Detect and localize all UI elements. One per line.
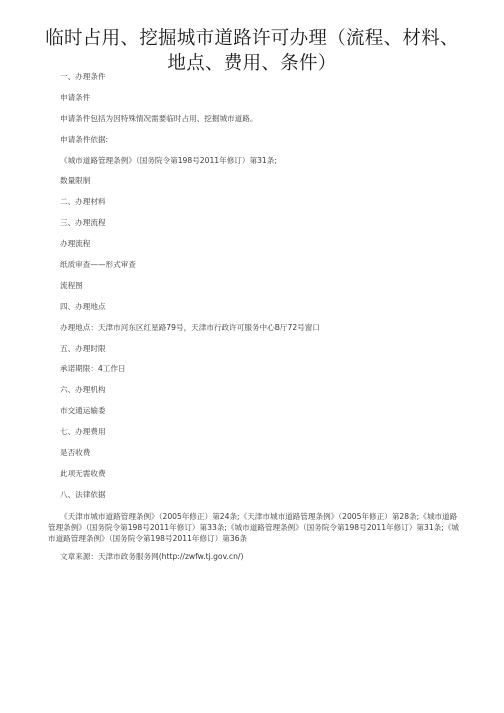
section-heading-location: 四、办理地点 [60,301,106,311]
paragraph-line: 办理地点：天津市河东区红星路79号，天津市行政许可服务中心B厅72号窗口 [60,322,320,332]
section-heading-conditions: 一、办理条件 [60,72,106,81]
section-heading-time-limit: 五、办理时限 [60,343,106,353]
paragraph-line: 申请条件 [60,92,91,102]
paragraph-line: 纸质审查——形式审查 [60,260,136,270]
paragraph-line: 申请条件依据: [60,134,109,144]
section-heading-process: 三、办理流程 [60,218,106,228]
paragraph-line: 数量限制 [60,176,91,186]
paragraph-line: 此项无需收费 [60,468,106,478]
paragraph-line: 《城市道路管理条例》（国务院令第198号2011年修订）第31条; [60,155,277,165]
document-body [48,72,470,562]
paragraph-line: 市交通运输委 [60,406,106,416]
paragraph-line: 办理流程 [60,239,91,249]
article-source: 文章来源：天津市政务服务网(http://zwfw.tj.gov.cn/) [60,551,244,561]
section-heading-fees: 七、办理费用 [60,427,106,437]
paragraph-line: 流程图 [60,280,83,290]
paragraph-line: 申请条件包括为因特殊情况需要临时占用、挖掘城市道路。 [60,113,258,123]
section-heading-agency: 六、办理机构 [60,385,106,395]
paragraph-line: 承诺期限：4工作日 [60,364,126,374]
paragraph-line: 是否收费 [60,448,91,458]
section-heading-legal-basis: 八、法律依据 [60,489,106,499]
document-title: 临时占用、挖掘城市道路许可办理（流程、材料、地点、费用、条件） [45,28,459,74]
section-heading-materials: 二、办理材料 [60,197,106,207]
legal-basis-paragraph: 《天津市城市道路管理条例》（2005年修正）第24条;《天津市城市道路管理条例》（2005年修正）第28条;《城市道路管理条例》（国务院令第198号2011年修订）第33条;《城市道路管理条例》（国务院令第198号2011年修订）第31条;《城市道路管理条例》（国务院令第198号2011年修订）第36条 [48,511,460,543]
